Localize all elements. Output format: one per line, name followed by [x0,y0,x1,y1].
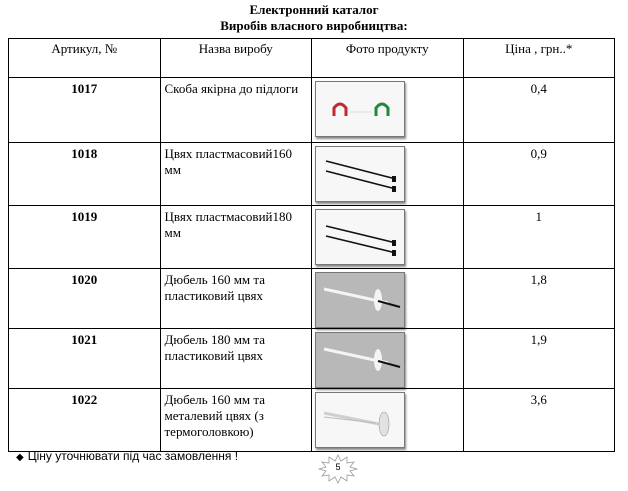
product-name-cell: Цвях пластмасовий160 мм [160,143,312,206]
page-number: 5 [335,462,341,472]
column-header-article: Артикул, № [9,39,161,78]
page-number-badge [318,454,358,484]
article-cell: 1018 [9,143,161,206]
product-name-cell: Дюбель 160 мм та металевий цвях (з термоголовкою) [160,389,312,452]
plastic-nail-photo [315,209,405,265]
price-cell: 1,9 [463,329,615,389]
article-cell: 1022 [9,389,161,452]
price-cell: 1,8 [463,269,615,329]
price-cell: 0,9 [463,143,615,206]
table-row [9,329,615,389]
anchor-staple-photo [315,81,405,137]
dowel-plastic-nail-photo [315,272,405,328]
table-row [9,269,615,329]
bullet-icon: ◆ [16,452,24,463]
article-cell: 1017 [9,78,161,143]
product-name-cell: Цвях пластмасовий180 мм [160,206,312,269]
column-header-photo: Фото продукту [312,39,464,78]
table-row [9,389,615,452]
table-row [9,143,615,206]
table-row [9,206,615,269]
product-table [8,38,615,452]
photo-cell [312,206,464,269]
photo-cell [312,389,464,452]
article-cell: 1021 [9,329,161,389]
catalog-subtitle: Виробів власного виробництва: [220,18,408,33]
catalog-title: Електронний каталог [249,2,379,17]
product-name-cell: Дюбель 160 мм та пластиковий цвях [160,269,312,329]
price-cell: 0,4 [463,78,615,143]
dowel-plastic-nail-photo [315,332,405,388]
price-cell: 1 [463,206,615,269]
photo-cell [312,329,464,389]
column-header-price: Ціна , грн..* [463,39,615,78]
product-name-cell: Дюбель 180 мм та пластиковий цвях [160,329,312,389]
price-cell: 3,6 [463,389,615,452]
photo-cell [312,143,464,206]
article-cell: 1020 [9,269,161,329]
dowel-metal-nail-photo [315,392,405,448]
photo-cell [312,269,464,329]
article-cell: 1019 [9,206,161,269]
plastic-nail-photo [315,146,405,202]
table-header-row [9,39,615,78]
column-header-name: Назва виробу [160,39,312,78]
price-note [16,449,238,463]
table-row [9,78,615,143]
photo-cell [312,78,464,143]
price-note-text: Ціну уточнювати під час замовлення ! [27,449,239,463]
product-name-cell: Скоба якірна до підлоги [160,78,312,143]
